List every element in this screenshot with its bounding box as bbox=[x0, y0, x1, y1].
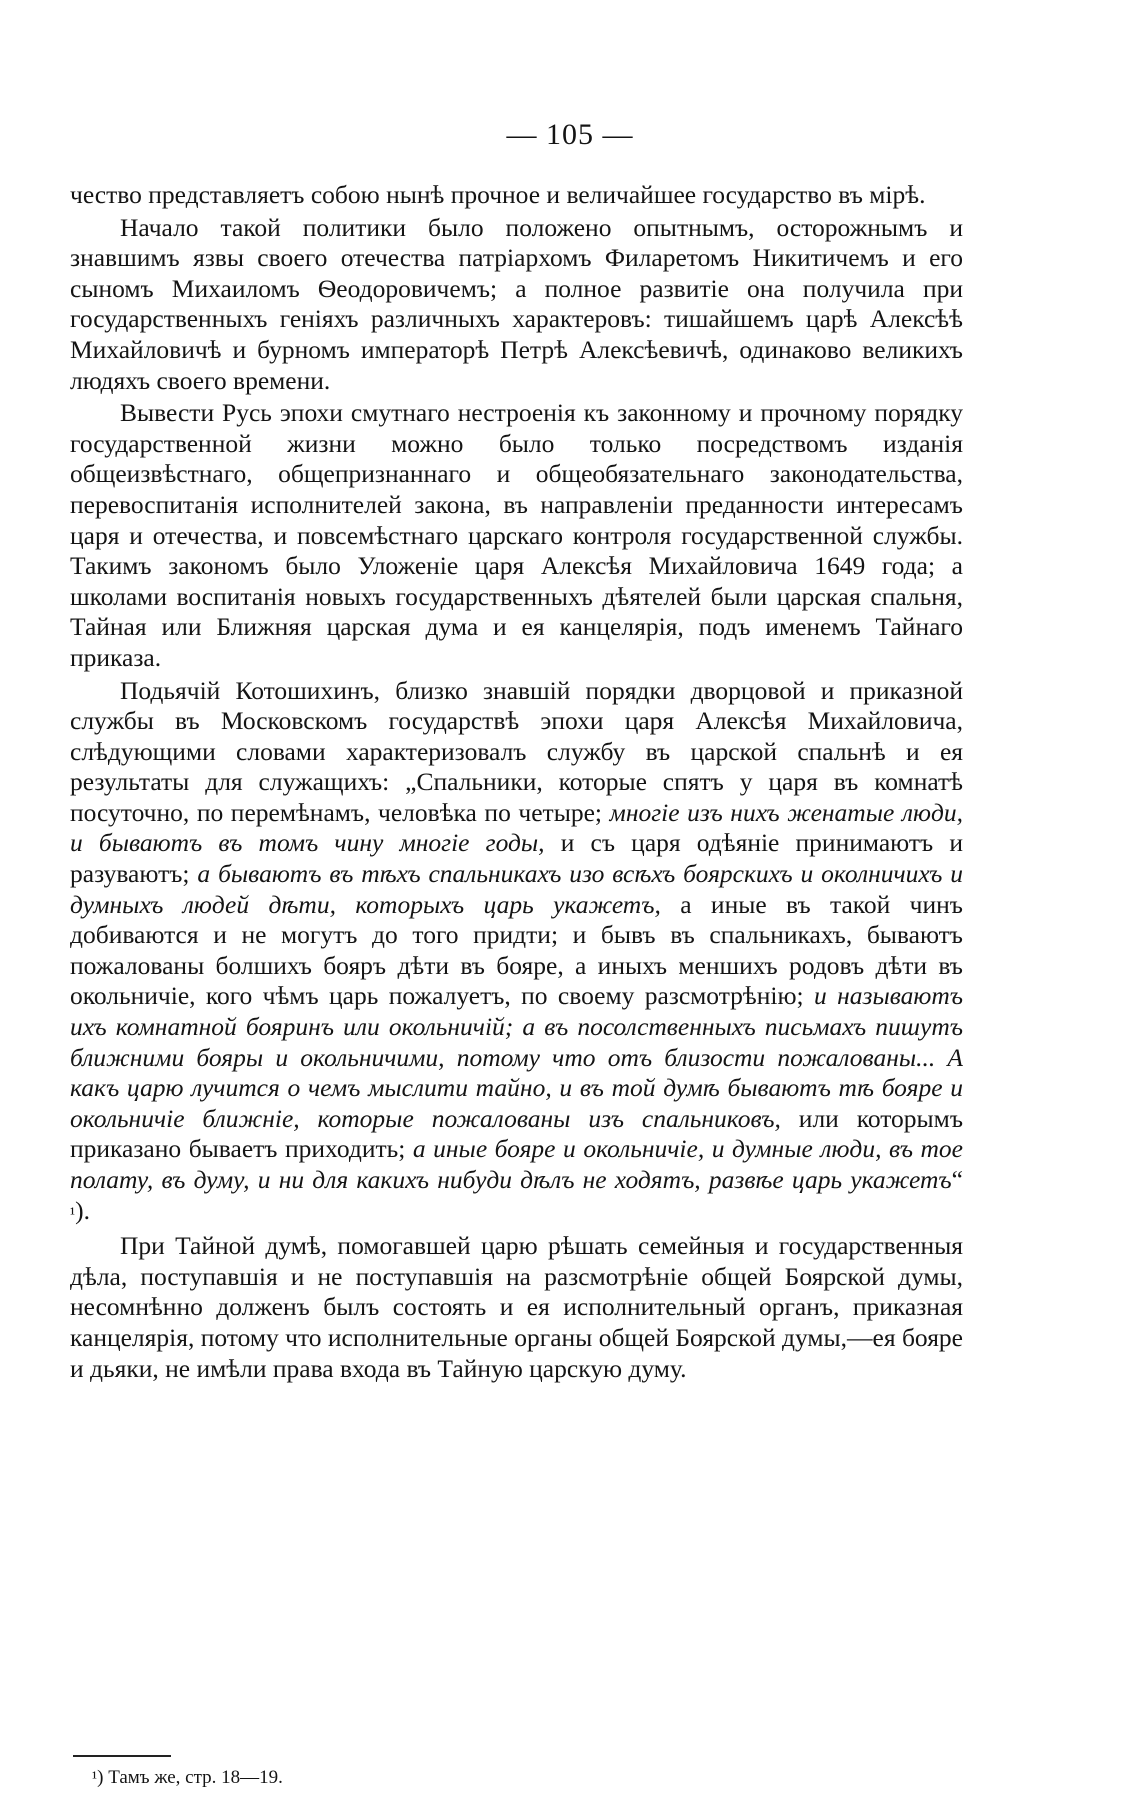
paragraph-ulozhenie: Вывести Русь эпохи смутнаго нестроенія къ законному и прочному порядку государственной жизни можно было только посредствомъ изданія общеизвѣстнаго, общепризнаннаго и общеобязательнаго законодательства, перевоспитанія исполнителей закона, въ направленіи преданности интересамъ царя и отечества, и повсемѣстнаго царскаго контроля государственной службы. Такимъ закономъ было Уложеніе царя Алексѣя Михайловича 1649 года; а школами воспитанія новыхъ государственныхъ дѣятелей были царская спальня, Тайная или Ближняя царская дума и ея канцелярія, подъ именемъ Тайнаго приказа. bbox=[70, 398, 963, 672]
footnote-marker-paren: ) bbox=[97, 1767, 104, 1788]
paragraph-filaret-policy: Начало такой политики было положено опытнымъ, осторожнымъ и знавшимъ язвы своего отечества патріархомъ Филаретомъ Никитичемъ и его сыномъ Михаиломъ Ѳеодоровичемъ; а полное развитіе она получила при государственныхъ геніяхъ различныхъ характеровъ: тишайшемъ царѣ Алексѣѣ Михайловичѣ и бурномъ императорѣ Петрѣ Алексѣевичѣ, одинаково великихъ людяхъ своего времени. bbox=[70, 212, 963, 395]
body-text bbox=[70, 180, 963, 1384]
quote-text: а иные въ такой чинъ добиваются и не могутъ до того придти; и бывъ въ спальникахъ, бываютъ пожалованы болшихъ бояръ дѣти въ бояре, а иныхъ меншихъ родовъ дѣти въ окольничіе, кого чѣмъ царь пожалуетъ, по своему разсмотрѣнію; bbox=[70, 889, 963, 1011]
quote-text: и съ царя одѣяніе принимаютъ и разуваютъ; bbox=[70, 828, 963, 889]
quote-text: Подьячій Котошихинъ, близко знавшій порядки дворцовой и приказной службы въ Московскомъ государствѣ эпохи царя Алексѣя Михайловича, слѣдующими словами характеризовалъ службу въ царской спальнѣ и ея результаты для служащихъ: „Спальники, которые спятъ у царя въ комнатѣ посуточно, по перемѣнамъ, человѣка по четыре; bbox=[70, 675, 963, 827]
quote-text: “ bbox=[951, 1165, 963, 1194]
quote-italic: и называютъ ихъ комнатной бояринъ или окольничій; а въ посолственныхъ письмахъ пишутъ ближними бояры и окольничими, потому что отъ близости пожалованы... А какъ царю лучится о чемъ мыслити тайно, и въ той думѣ бываютъ тѣ бояре и окольничіе ближніе, которые пожалованы изъ спальниковъ, bbox=[70, 981, 963, 1133]
quote-italic: а иные бояре и окольничіе, и думные люди, въ тое полату, въ думу, и ни для какихъ нибуди дѣлъ не ходятъ, развѣе царь укажетъ bbox=[70, 1134, 963, 1194]
footnote-divider bbox=[73, 1755, 171, 1757]
paragraph-kotoshikhin-quote bbox=[70, 676, 963, 1230]
footnote bbox=[92, 1767, 283, 1789]
quote-text: или которымъ приказано бываетъ приходить; bbox=[70, 1103, 964, 1164]
quote-text: ). bbox=[75, 1195, 90, 1225]
footnote-text: Тамъ же, стр. 18—19. bbox=[103, 1767, 283, 1788]
paragraph-continuation: чество представляетъ собою нынѣ прочное и величайшее государство въ мірѣ. bbox=[70, 180, 926, 209]
quote-italic: многіе изъ нихъ женатые люди, и бываютъ въ томъ чину многіе годы, bbox=[70, 797, 963, 858]
footnote-reference: ¹ bbox=[70, 1203, 76, 1223]
paragraph-secret-duma: При Тайной думѣ, помогавшей царю рѣшать семейныя и государственныя дѣла, поступавшія и не поступавшія на разсмотрѣніе общей Боярской думы, несомнѣнно долженъ былъ состоять и ея исполнительный органъ, приказная канцелярія, потому что исполнительные органы общей Боярской думы,—ея бояре и дьяки, не имѣли права входа въ Тайную царскую думу. bbox=[70, 1231, 963, 1383]
page-number: — 105 — bbox=[506, 118, 634, 151]
quote-italic: а бываютъ въ тѣхъ спальникахъ изо всѣхъ боярскихъ и околничихъ и думныхъ людей дѣти, которыхъ царь укажетъ, bbox=[70, 859, 963, 919]
footnote-marker: ¹ bbox=[92, 1768, 98, 1787]
